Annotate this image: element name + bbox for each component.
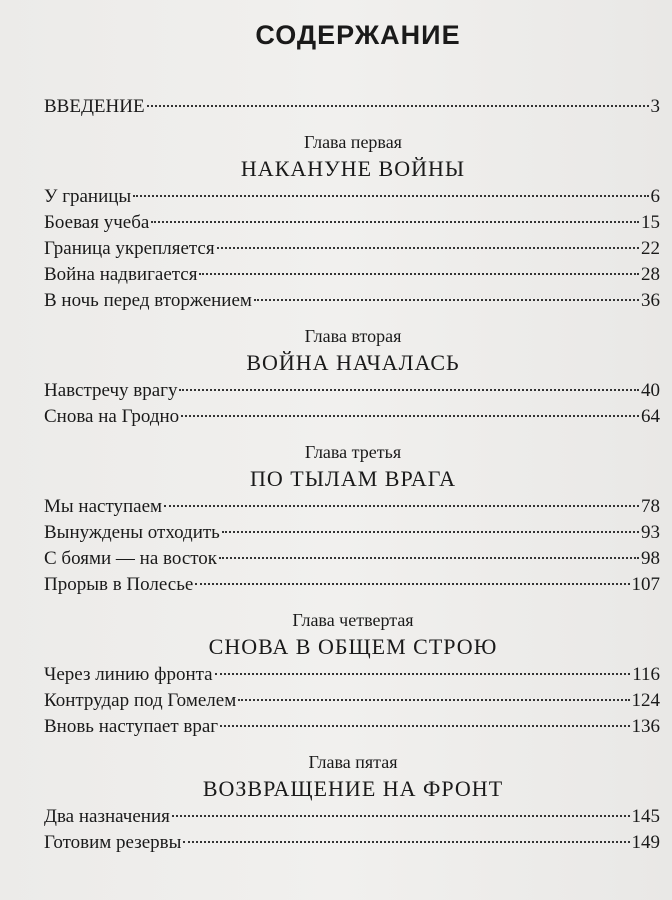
entry-title: Прорыв в Полесье bbox=[44, 574, 194, 595]
toc-entry bbox=[44, 830, 662, 856]
toc-entry bbox=[44, 404, 662, 430]
entry-page: 93 bbox=[641, 522, 660, 543]
dot-leader bbox=[238, 699, 629, 701]
toc-entry bbox=[44, 688, 662, 714]
entry-title: В ночь перед вторжением bbox=[44, 290, 252, 311]
dot-leader bbox=[219, 557, 639, 559]
entry-title: У границы bbox=[44, 186, 132, 207]
toc-entry bbox=[44, 378, 662, 404]
entry-title: Контрудар под Гомелем bbox=[44, 690, 237, 711]
toc-entry bbox=[44, 288, 662, 314]
toc-entry bbox=[44, 210, 662, 236]
chapter-section bbox=[44, 750, 662, 856]
dot-leader bbox=[151, 221, 639, 223]
entry-title: Боевая учеба bbox=[44, 212, 150, 233]
entry-title: Мы наступаем bbox=[44, 496, 163, 517]
dot-leader bbox=[254, 299, 639, 301]
chapter-section bbox=[44, 608, 662, 740]
entry-title: Война надвигается bbox=[44, 264, 198, 285]
dot-leader bbox=[199, 273, 639, 275]
chapter-label: Глава вторая bbox=[304, 326, 402, 346]
entry-title: Граница укрепляется bbox=[44, 238, 215, 259]
entry-page: 36 bbox=[641, 290, 660, 311]
entry-page: 6 bbox=[650, 186, 660, 207]
dot-leader bbox=[183, 841, 629, 843]
entry-page: 116 bbox=[632, 664, 660, 685]
dot-leader bbox=[147, 105, 649, 107]
toc-entry bbox=[44, 572, 662, 598]
chapter-title: ВОЙНА НАЧАЛАСЬ bbox=[246, 350, 460, 375]
chapter-list bbox=[44, 130, 662, 856]
page-title: СОДЕРЖАНИЕ bbox=[255, 20, 461, 50]
entry-title: Два назначения bbox=[44, 806, 170, 827]
dot-leader bbox=[172, 815, 630, 817]
chapter-label: Глава четвертая bbox=[292, 610, 414, 630]
entry-page: 28 bbox=[641, 264, 660, 285]
toc-entry bbox=[44, 184, 662, 210]
entry-page: 22 bbox=[641, 238, 660, 259]
dot-leader bbox=[181, 415, 639, 417]
entry-page: 40 bbox=[641, 380, 660, 401]
chapter-section bbox=[44, 324, 662, 430]
entry-page: 15 bbox=[641, 212, 660, 233]
toc-entry bbox=[44, 262, 662, 288]
entry-title: Навстречу врагу bbox=[44, 380, 178, 401]
dot-leader bbox=[133, 195, 648, 197]
chapter-label: Глава третья bbox=[304, 442, 402, 462]
entry-title: Вынуждены отходить bbox=[44, 522, 220, 543]
entry-title: Через линию фронта bbox=[44, 664, 213, 685]
dot-leader bbox=[195, 583, 629, 585]
toc-entry bbox=[44, 494, 662, 520]
toc-entry-intro bbox=[44, 94, 662, 120]
chapter-title: СНОВА В ОБЩЕМ СТРОЮ bbox=[208, 634, 498, 659]
entry-title: ВВЕДЕНИЕ bbox=[44, 96, 145, 117]
entry-page: 136 bbox=[631, 716, 660, 737]
toc-entry bbox=[44, 546, 662, 572]
chapter-section bbox=[44, 440, 662, 598]
dot-leader bbox=[220, 725, 629, 727]
chapter-title: НАКАНУНЕ ВОЙНЫ bbox=[240, 156, 466, 181]
dot-leader bbox=[222, 531, 639, 533]
chapter-section bbox=[44, 130, 662, 314]
entry-title: С боями — на восток bbox=[44, 548, 218, 569]
dot-leader bbox=[179, 389, 639, 391]
entry-page: 64 bbox=[641, 406, 660, 427]
entry-page: 124 bbox=[631, 690, 660, 711]
entry-page: 3 bbox=[650, 96, 660, 117]
entry-page: 78 bbox=[641, 496, 660, 517]
chapter-label: Глава первая bbox=[304, 132, 402, 152]
toc-entry bbox=[44, 804, 662, 830]
entry-page: 149 bbox=[631, 832, 660, 853]
dot-leader bbox=[215, 673, 631, 675]
toc-entry bbox=[44, 236, 662, 262]
entry-page: 107 bbox=[631, 574, 660, 595]
chapter-title: ВОЗВРАЩЕНИЕ НА ФРОНТ bbox=[202, 776, 504, 801]
toc-entry bbox=[44, 662, 662, 688]
entry-page: 98 bbox=[641, 548, 660, 569]
entry-page: 145 bbox=[631, 806, 660, 827]
dot-leader bbox=[164, 505, 639, 507]
toc-entry bbox=[44, 714, 662, 740]
chapter-label: Глава пятая bbox=[308, 752, 398, 772]
entry-title: Готовим резервы bbox=[44, 832, 182, 853]
entry-title: Вновь наступает враг bbox=[44, 716, 219, 737]
toc-entry bbox=[44, 520, 662, 546]
chapter-title: ПО ТЫЛАМ ВРАГА bbox=[250, 466, 456, 491]
dot-leader bbox=[217, 247, 639, 249]
entry-title: Снова на Гродно bbox=[44, 406, 180, 427]
